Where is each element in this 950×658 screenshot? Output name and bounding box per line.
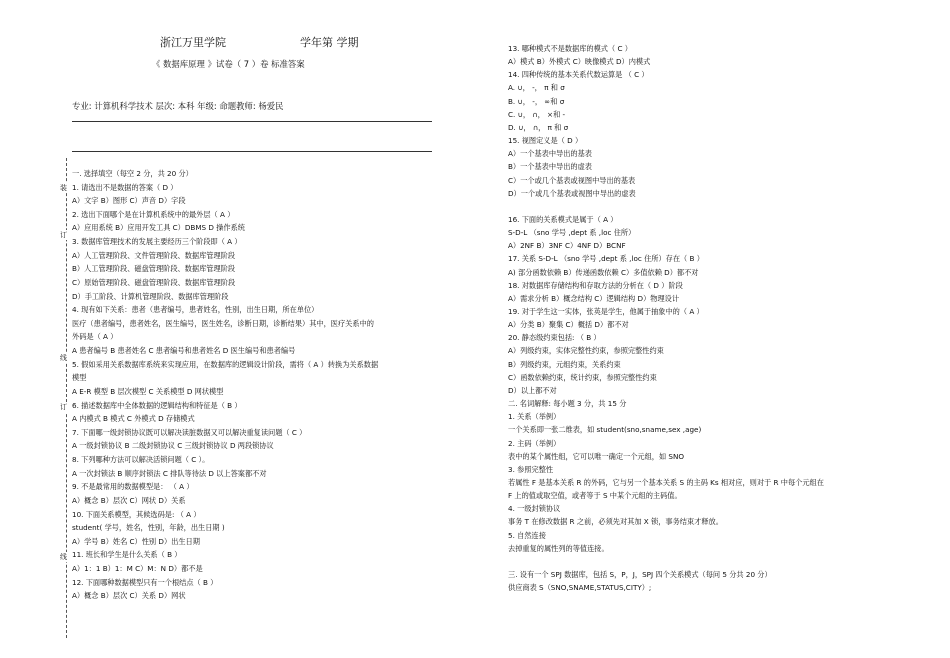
text-line: A) 部分函数依赖 B）传递函数依赖 C）多值依赖 D）都不对 (508, 267, 699, 277)
text-line: 19. 对于学生这一实体，张英是学生，他属于抽象中的（ A ） (508, 307, 704, 316)
binding-mark: 线 (60, 553, 67, 561)
text-line: 12. 下面哪种数据模型只有一个根结点（ B ） (72, 577, 218, 587)
text-line: 14. 四种传统的基本关系代数运算是 （ C ） (508, 70, 649, 80)
text-line: A）学号 B）姓名 C）性别 D）出生日期 (72, 536, 200, 546)
text-line: B. ∪， -， ∞和 σ (508, 96, 565, 106)
text-line: 13. 哪种模式不是数据库的模式（ C ） (508, 44, 632, 53)
text-line: 2. 选出下面哪个是在计算机系统中的最外层（ A ） (72, 209, 235, 219)
exam-subtitle: 《 数据库原理 》试卷（ 7 ）卷 标准答案 (152, 59, 305, 69)
text-line: 事务 T 在修改数据 R 之前，必须先对其加 X 锁，事务结束才释放。 (508, 517, 723, 527)
text-line: A）1：1 B）1：M C）M：N D）都不是 (72, 563, 203, 573)
text-line: 一. 选择填空（每空 2 分，共 20 分） (72, 169, 193, 178)
text-line: 若属性 F 是基本关系 R 的外码，它与另一个基本关系 S 的主码 Ks 相对应，则对于 R 中每个元组在 (508, 477, 824, 487)
text-line: 1. 请选出不是数据的答案（ D ） (72, 182, 178, 192)
text-line: B）列级约束，元组约束，关系约束 (508, 359, 621, 369)
text-line: A）一个基表中导出的基表 (508, 149, 592, 159)
text-line: A）概念 B）层次 C）关系 D）网状 (72, 591, 186, 601)
text-line: A）需求分析 B）概念结构 C）逻辑结构 D）物理设计 (508, 293, 680, 303)
text-line: B）人工管理阶段、磁盘管理阶段、数据库管理阶段 (72, 264, 236, 274)
text-line: F 上的值或取空值，或者等于 S 中某个元组的主码值。 (508, 491, 682, 501)
text-line: 3. 数据库管理技术的发展主要经历三个阶段即（ A ） (72, 237, 242, 247)
text-line: 表中的某个属性组，它可以唯一确定一个元组，如 SNO (508, 451, 685, 461)
text-line: A）人工管理阶段、文件管理阶段、数据库管理阶段 (72, 250, 236, 260)
exam-info: 专业: 计算机科学技术 层次: 本科 年级: 命题教师: 杨爱民 (72, 101, 284, 111)
text-line: 9. 不是最常用的数据模型是： （ A ） (72, 482, 194, 492)
text-line: 5. 假如采用关系数据库系统来实现应用，在数据库的逻辑设计阶段，需将（ A ）转换为关系数据 (72, 359, 379, 369)
text-line: 外码是（ A ） (72, 332, 118, 342)
text-line: A E-R 模型 B 层次模型 C 关系模型 D 网状模型 (72, 386, 224, 396)
text-line: C）一个或几个基表或视图中导出的基表 (508, 175, 636, 185)
text-line: 11. 班长和学生是什么关系（ B ） (72, 550, 182, 560)
text-line: 20. 静态级约束包括: （ B ） (508, 333, 601, 343)
text-line: 18. 对数据库存储结构和存取方法的分析在（ D ）阶段 (508, 280, 683, 290)
text-line: A）概念 B）层次 C）网状 D）关系 (72, 495, 186, 505)
text-line: 医疗（患者编号，患者姓名，医生编号，医生姓名，诊断日期，诊断结果）其中，医疗关系中的 (72, 318, 374, 328)
binding-mark: 装 (60, 184, 67, 192)
text-line: 2. 主码（举例） (508, 438, 561, 448)
text-line: C. ∪， ∩， ×和 - (508, 109, 566, 119)
text-line: 模型 (72, 373, 87, 383)
school-name: 浙江万里学院 (160, 36, 226, 49)
binding-mark: 订 (60, 231, 67, 239)
text-line: D）手工阶段、计算机管理阶段、数据库管理阶段 (72, 291, 229, 301)
text-line: S-D-L （sno 学号 ,dept 系 ,loc 住所） (508, 228, 636, 238)
text-line: 17. 关系 S-D-L （sno 学号 ,dept 系 ,loc 住所）存在（ B ） (508, 254, 704, 264)
text-line: C）函数依赖约束，统计约束，参照完整性约束 (508, 372, 657, 382)
divider-1 (72, 121, 432, 122)
text-line: 去掉重复的属性列的等值连接。 (508, 543, 609, 553)
text-line: A）文字 B）图形 C）声音 D）字段 (72, 196, 186, 206)
text-line: A）分类 B）聚集 C）概括 D）都不对 (508, 320, 629, 330)
text-line: 一个关系即一张二维表，如 student(sno,sname,sex ,age) (508, 425, 702, 435)
binding-mark: 订 (60, 403, 67, 411)
text-line: 6. 描述数据库中全体数据的逻辑结构和特征是（ B ） (72, 400, 242, 410)
text-line: A 内模式 B 模式 C 外模式 D 存储模式 (72, 414, 195, 424)
text-line: A 患者编号 B 患者姓名 C 患者编号和患者姓名 D 医生编号和患者编号 (72, 346, 296, 356)
text-line: B）一个基表中导出的虚表 (508, 162, 592, 172)
text-line: student( 学号，姓名，性别，年龄，出生日期 ) (72, 523, 225, 533)
text-line: 3. 参照完整性 (508, 464, 554, 474)
text-line: 供应商表 S（SNO,SNAME,STATUS,CITY）; (508, 583, 652, 593)
text-line: 4. 现有如下关系：患者（患者编号，患者姓名，性别，出生日期，所在单位） (72, 305, 319, 315)
text-line: D. ∪， ∩， π 和 σ (508, 122, 569, 132)
text-line: 8. 下列哪种方法可以解决活锁问题（ C ）。 (72, 455, 210, 465)
text-line: 二. 名词解释: 每小题 3 分，共 15 分 (508, 399, 627, 409)
text-line: 1. 关系（举例） (508, 412, 561, 422)
text-line: A）2NF B）3NF C）4NF D）BCNF (508, 241, 626, 251)
text-line: 15. 视图定义是（ D ） (508, 136, 583, 146)
binding-mark: 线 (60, 354, 67, 362)
text-line: A）列级约束，实体完整性约束，参照完整性约束 (508, 346, 664, 356)
text-line: 三. 设有一个 SPJ 数据库，包括 S，P，J，SPJ 四个关系模式（每问 5 分共 20 分） (508, 570, 772, 579)
text-line: D）一个或几个基表或视图中导出的虚表 (508, 188, 636, 198)
text-line: A 一级封锁协议 B 二级封锁协议 C 三级封锁协议 D 两段锁协议 (72, 441, 274, 451)
text-line: 4. 一级封锁协议 (508, 504, 561, 514)
text-line: 10. 下面关系模型，其候选码是: （ A ） (72, 509, 201, 519)
text-line: A）模式 B）外模式 C）映像模式 D）内模式 (508, 57, 651, 67)
text-line: C）原始管理阶段、磁盘管理阶段、数据库管理阶段 (72, 277, 236, 287)
text-line: D）以上都不对 (508, 385, 557, 395)
text-line: 16. 下面的关系模式是属于（ A ） (508, 214, 618, 224)
divider-2 (72, 151, 432, 152)
text-line: 5. 自然连接 (508, 530, 546, 540)
text-line: A. ∪， -， π 和 σ (508, 83, 565, 93)
text-line: A）应用系统 B）应用开发工具 C）DBMS D 操作系统 (72, 223, 245, 233)
term-label: 学年第 学期 (300, 36, 359, 49)
text-line: A 一次封锁法 B 顺序封锁法 C 排队等待法 D 以上答案都不对 (72, 468, 267, 478)
text-line: 7. 下面哪一级封锁协议既可以解决读脏数据又可以解决重复读问题（ C ） (72, 427, 307, 437)
